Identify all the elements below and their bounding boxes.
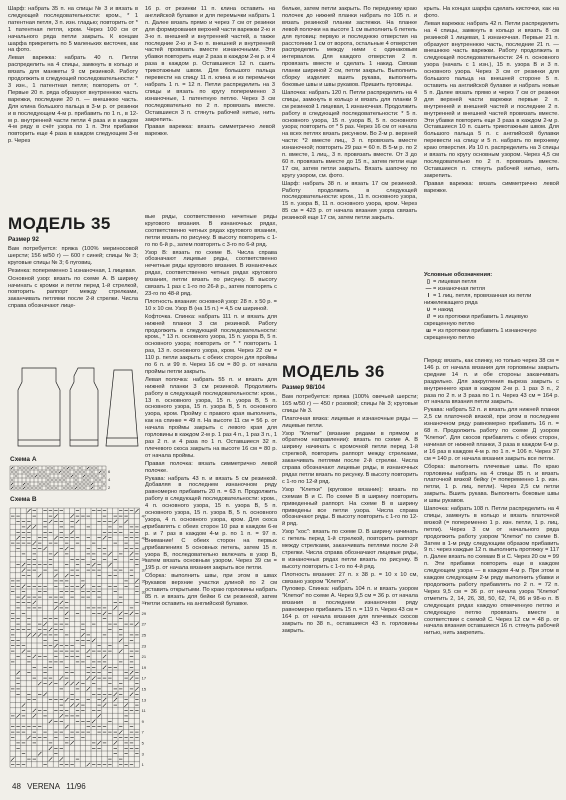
cross-mark	[22, 568, 25, 571]
cross-mark	[65, 612, 68, 615]
legend-text: = из протяжки прибавить 1 изнаночную скрещенную петлю	[424, 328, 537, 341]
cross-mark	[27, 736, 30, 739]
cross-mark	[70, 682, 73, 685]
m36-checks-round: Узор "Клетки" (круговое вязание): вязать по схемам В и С. По схеме В в ширину повторить приведенный раппорт. На схеме В в ширину приведены все петли узора. Числа справа обозначают ряды. В высоту повторить с 1-го по 12-й ряд.	[282, 486, 418, 528]
cross-mark	[119, 639, 122, 642]
row-number: 4	[108, 477, 111, 483]
cross-mark	[119, 730, 122, 733]
cross-mark	[130, 671, 133, 674]
m35-col-2	[145, 214, 277, 776]
cross-mark	[27, 633, 30, 636]
cross-mark	[49, 682, 52, 685]
cross-mark	[92, 676, 95, 679]
page-number: 48	[12, 782, 21, 791]
cross-mark	[135, 622, 138, 625]
cross-mark	[87, 676, 90, 679]
knit-stitch-icon: ▯	[426, 279, 431, 285]
cross-mark	[23, 487, 25, 489]
cross-mark	[135, 579, 138, 582]
cross-mark	[27, 525, 30, 528]
cross-mark	[70, 514, 73, 517]
m35-gauge: Плотность вязания: основной узор: 28 п. x 50 р. = 10 x 10 см. Узор В (на 15 п.) = 4,5 см шириной.	[145, 298, 277, 312]
cross-mark	[130, 552, 133, 555]
front-outline	[70, 368, 98, 446]
row-number: 43	[141, 535, 147, 541]
cross-mark	[92, 563, 95, 566]
cross-mark	[22, 563, 25, 566]
row-number: 19	[141, 664, 147, 670]
cross-mark	[65, 547, 68, 550]
m36-back: Пуловер. Спинка: набрать 104 п. и вязать узором "Клетки" по схеме А. Через 9,5 см = 36 р. от начала вязания в последнем изнаночном ряду равномерно прибавить 15 п. = 119 п. Через 43 см = 164 р. от начала вязания для плечевых скосов закрыть по 38 п., оставшиеся 43 п. горловины закрыть.	[282, 586, 419, 634]
cross-mark	[38, 752, 41, 755]
m35-sleeves: Рукава: набрать 43 п. и вязать 5 см резинкой. Добавляя в последнем изнаночном ряду равномерно прибавить 20 п. = 63 п. Продолжить работу в следующей последовательности: кром., 4 п. основного узора, 15 п. узора В, 5 п. основного узора, 15 п. узора В, 5 п. основного узора, 4 п. основного узора, кром. Для скоса прибавлять с обеих сторон 10 раз в каждом 6-м р. и 7 раз в каждом 4-м р. по 1 п. = 97 п. Внимание! С обеих сторон на первых прибавлениях 5 основных петель, затем 15 п. узора В, последовательно включать в узор В, затем вязать основным узором. Через 39 см = 195 р. от начала вязания закрыть все петли.	[145, 475, 277, 572]
cross-mark	[114, 741, 117, 744]
cross-mark	[83, 475, 85, 477]
cross-mark	[114, 606, 117, 609]
cross-mark	[81, 633, 84, 636]
m35-purl-rows: вые ряды, соответственно нечетные ряды кругового вязания. В изнаночных рядах, соответственно четных рядах кругового вязания, петли вязать по рисунку. В высоту повторить с 1-го по 6-й р., затем повторять с 3-го по 6-й ряд.	[145, 214, 277, 248]
row-number: 33	[141, 589, 147, 595]
legend-text: = лицевая петля	[433, 279, 477, 285]
cross-mark	[76, 703, 79, 706]
m36-col-2	[424, 358, 559, 778]
cross-mark	[60, 757, 63, 760]
m36-garter: Платочная вязка: лицевые и изнаночные ряды — лицевые петли.	[282, 415, 418, 429]
row-number: 1	[141, 762, 144, 768]
row-number: 9	[141, 718, 144, 724]
row-number: 11	[141, 708, 146, 714]
row-number: 35	[141, 578, 147, 584]
row-number: 45	[141, 524, 147, 530]
m36-hat: Шапочка: набрать 108 п. Петли распределить на 4 спицы, замкнуть в кольцо и вязать платочной вязкой (= попеременно 1 р. изн. петли, 1 р. лиц. петли). Через 3 см от начального ряда продолжить работу узором "Клетки" по схеме В. Затем в 1-м ряду следующим образом прибавить 9 п.: через каждые 12 п. выполнить протяжку = 117 п. Далее вязать по схемам В и С. Через 20 см = 99 п. Эти прибавки повторить еще в каждом следующем узора — в каждом 4-м р. При этом в каждом следующем 2-м ряду выполнить убавки и продолжить работу прибавлять по 2 п. = 72 п. Через 9,5 см = 36 р. от начала узора "Клетки" отметить 2, 14, 26, 38, 50, 62, 74, 86 и 98-ю п. В следующих рядах каждую отмеченную петлю и следующую петлю провязать вместе в соответствии с схемой С. Через 12 см = 48 р. от начала вязания оставшиеся 16 п. стянуть рабочей нитью, нить закрепить.	[424, 506, 559, 637]
m35-rib: Резинка: попеременно 1 изнаночная, 1 лицевая.	[8, 267, 137, 274]
cross-mark	[119, 612, 122, 615]
row-number: 31	[141, 600, 147, 606]
row-number: 17	[141, 675, 147, 681]
m35-col-1	[8, 246, 138, 358]
cross-mark	[65, 725, 68, 728]
cross-mark	[76, 520, 79, 523]
m36-front: Перед: вязать, как спинку, но только через 38 см = 146 р. от начала вязания для горловины закрыть средние 14 п. и обе стороны заканчивать раздельно. Для закругления выреза закрыть с внутреннего края в каждом 2-м р. 1 раз 3 п., 2 раза по 2 п. и 3 раза по 1 п. Через 43 см = 164 р. от начала вязания петли закрыть.	[424, 358, 559, 406]
top-col-2	[145, 6, 275, 210]
row-number: 29	[141, 610, 147, 616]
cross-mark	[11, 487, 13, 489]
model-36-title: МОДЕЛЬ 36	[282, 362, 385, 381]
legend-item	[424, 307, 559, 314]
legend-item	[424, 293, 559, 307]
cross-mark	[22, 595, 25, 598]
cross-mark	[92, 720, 95, 723]
cross-mark	[54, 514, 57, 517]
cross-mark	[97, 741, 100, 744]
cross-mark	[49, 628, 52, 631]
sleeve-outline	[106, 370, 138, 446]
cross-mark	[38, 633, 41, 636]
cross-mark	[135, 687, 138, 690]
cross-mark	[33, 525, 36, 528]
m35-garment-schematic	[8, 360, 140, 452]
cross-mark	[87, 649, 90, 652]
cross-mark	[54, 606, 57, 609]
cross-mark	[54, 536, 57, 539]
cross-mark	[49, 720, 52, 723]
left-mitten2-text: Левая варежка: набрать 42 п. Петли распределить на 4 спицы, замкнуть в кольцо и вязать 8 см резинкой 1 лицевая, 1 изнаночная. Первые 21 п. образуют внутреннюю часть, последние 21 п. — внешнюю часть варежки. Работу продолжить в следующей последовательности: 24 п. основного узора (начать с 1 изн.), 15 п. узора В и 3 п. основного узора. Через 3 см от резинки для большого пальца на внешней стороне 5 п. оставить на английской булавке и набрать новые 5 п. Далее вязать прямо и через 7 см от резинки для верхней части варежки первые 2 п. внутренней и внешней частей и последние 2 п. внутренней и внешней частей провязать вместе. Эти убавки повторить еще 3 раза в каждом 2-м р. Оставшиеся 10 п. сшить трикотажным швом. Для большого пальца 5 п. с английской булавки перевести на спицу и 5 п. набрать по верхнему краю отверстия. Из 10 п. распределить на 3 спицы и вязать по кругу основным узором. Через 4,5 см последовательно по 2 п. провязать вместе. Оставшиеся п. стянуть рабочей нитью, нить закрепить.	[424, 20, 559, 179]
cross-mark	[33, 601, 36, 604]
symbol-legend	[424, 272, 559, 342]
cross-mark	[114, 693, 117, 696]
cross-mark	[60, 676, 63, 679]
cross-mark	[75, 487, 77, 489]
row-number: 3	[141, 751, 144, 757]
cross-mark	[38, 682, 41, 685]
row-number: 39	[141, 556, 147, 562]
row-number: 27	[141, 621, 147, 627]
cross-mark	[87, 763, 90, 766]
cross-mark	[70, 531, 73, 534]
model-36-size: Размер 98/104	[282, 384, 325, 391]
hat-text: Шапочка: набрать 120 п. Петли распределить на 4 спицы, замкнуть в кольцо и вязать для планки 9 см резинкой 1 лицевая, 1 изнаночная. Продолжить работу в следующей последовательности: * 5 п. основного узора, 15 п. узора В, 5 п. основного узора; повторить от * 5 раз. Через 16 см от начала на всех петлях вязать рисунком. Во 2-м р. верхней части: *2 вместе лиц., 3 п. провязать вместе изнаночной; повторить 29 раз = 60 п. В 5-м р. по 2 п. вместе, 1 лиц., 3 п. провязать вместе. От 3 до 60 п. провязать вместе до 15 п., затем петли еще 17 см, затем петли закрыть. Вязать шапочку по кругу узором, см. фото.	[282, 89, 417, 179]
scarf-text: Шарф: набрать 35 п. на спицы № 3 и вязать в следующей последовательности: кром., * 1 патентная петля, 3 п. изн. гладью; повторить от * 1 патентная петля, кром. Через 100 см от начального ряда петли закрыть. К концам шарфа прикрепить по 5 маленьких кисточек, как на фото.	[8, 6, 138, 54]
increase-purl-icon: ш	[426, 328, 431, 334]
issue-number: 11/96	[66, 782, 86, 791]
m35-back: Кофточка. Спинка: набрать 111 п. и вязать для нижней планки 3 см резинкой. Работу продолжить в следующей последовательности: кром., * 13 п. основного узора, 15 п. узора В, 5 п. основного узора; повторить от * * повторить 1 раз, 13 п. основного узора, кром. Через 22 см = 110 р. петли закрыть с обеих сторон для проймы по 6 п. и 99 п. Через 16 см = 80 р. от начала проймы петли закрыть.	[145, 313, 277, 375]
cross-mark	[130, 612, 133, 615]
cross-mark	[27, 509, 30, 512]
page-folio	[12, 782, 90, 791]
m36-assembly: Сборка: выполнить плечевые швы. По краю горловины набрать на 4 спицы 85 п. и вязать платочной вязкой бейку (= попеременно 1 р. изн. петли, 1 р. лиц. петли). Через 2,5 см петли закрыть. Вшить рукава. Выполнить боковые швы и швы рукавов.	[424, 463, 559, 505]
top-col-4	[424, 6, 559, 268]
top-col-3	[282, 6, 417, 356]
cross-mark	[23, 483, 25, 485]
cross-mark	[54, 552, 57, 555]
row-number: 23	[141, 643, 147, 649]
magazine-name: VERENA	[27, 782, 61, 791]
cross-mark	[16, 536, 19, 539]
cross-mark	[33, 541, 36, 544]
row-number: 25	[141, 632, 147, 638]
cross-mark	[130, 693, 133, 696]
scheme-a-grid	[10, 466, 138, 492]
cross-mark	[65, 698, 68, 701]
cross-mark	[99, 471, 101, 473]
row-number: 21	[141, 654, 147, 660]
legend-item	[424, 286, 559, 293]
cross-mark	[81, 585, 84, 588]
m36-checks-flat: Узор "Клетки" (вязание рядами в прямом и обратном направлении): вязать по схеме А. В ширину начинать с кромочной петли перед 1-й стрелкой, повторить раппорт между стрелками, заканчивать петлями после 2-й стрелки. Числа справа обозначают лицевые ряды, в изнаночных рядах петли вязать по рисунку. В высоту повторить с 1-го по 12-й ряд.	[282, 430, 418, 485]
legend-title: Условные обозначения:	[424, 272, 493, 278]
cross-mark	[114, 698, 117, 701]
cross-mark	[11, 483, 13, 485]
row-number: 37	[141, 567, 147, 573]
cross-mark	[70, 703, 73, 706]
mitten-cont-text: 16 р. от резинки 11 п. клина оставить на английской булавке и для перемычки набрать 1 п. Далее вязать прямо и через 7 см от резинки для формирования верхней части варежки 2-ю и 3-ю п. внешней и внутренней частей, а также последние 2-ю и 3-ю п. внешней и внутренней частей провязать вместе изнаночными. Эти убавки повторить еще 2 раза в каждом 2-м р. и 4 раза в каждом р. Оставшиеся 12 п. сшить трикотажным швом. Для большого пальца перевести на спицу 11 п. клина и из перемычки набрать 1 п. = 12 п. Петли распределить на 3 спицы и вязать по кругу попеременно 3 изнаночные, 1 патентную петлю. Через 3 см последовательно по 2 п. провязать вместе. Оставшиеся 3 п. стянуть рабочей нитью, нить закрепить.	[145, 6, 275, 123]
cross-mark	[87, 467, 89, 469]
m35-right-front: Правая полочка: вязать симметрично левой полочке.	[145, 460, 277, 474]
scheme-b-title: Схема В	[10, 496, 37, 503]
m36-col-1	[282, 394, 418, 778]
cross-mark	[65, 574, 68, 577]
row-number: 47	[141, 513, 147, 519]
cross-mark	[97, 714, 100, 717]
left-mitten-text: Левая варежка: набрать 40 п. Петли распределить на 4 спицы, замкнуть в кольцо и вязать для манжеты 9 см резинкой. Работу продолжить в следующей последовательности: * 3 изн., 1 патентная петля; повторить от *. Первые 20 п. ряда образуют внутреннюю часть варежки, последние 20 п. — внешнюю часть. Для клина большого пальца в 3-м р. от резинки и в последующем 4-м р. прибавить по 1 п., в 12-м р. внутренней части петли 4 раза и в каждом 4-м ряду в счёт узора по 1 п. Эти прибавки повторить еще 4 раза в каждом следующем 3-м р. Через	[8, 55, 138, 145]
legend-item	[424, 314, 559, 328]
cross-mark	[43, 693, 46, 696]
cross-mark	[35, 475, 37, 477]
purl-stitch-icon: —	[425, 286, 432, 292]
cross-mark	[70, 741, 73, 744]
cross-mark	[124, 520, 127, 523]
cross-mark	[103, 666, 106, 669]
cross-mark	[67, 467, 69, 469]
cross-mark	[103, 536, 106, 539]
row-number: 15	[141, 686, 147, 692]
legend-text: = 1 лиц. петля, провязанная из петли нижележащего ряда	[424, 293, 532, 306]
cross-mark	[108, 563, 111, 566]
right-mitten2-text: Правая варежка: вязать симметрично левой варежке.	[424, 180, 559, 194]
cross-mark	[16, 671, 19, 674]
yarn-over-icon: ∪	[426, 307, 431, 313]
cross-mark	[33, 709, 36, 712]
cross-mark	[49, 757, 52, 760]
legend-text: = изнаночная петля	[433, 286, 486, 292]
legend-text: = из протяжки прибавить 1 лицевую скрещенную петлю	[424, 314, 528, 327]
slip-stitch-icon: I	[427, 293, 430, 299]
row-number: 2	[108, 485, 111, 491]
cross-mark	[33, 655, 36, 658]
cross-mark	[65, 682, 68, 685]
cross-mark	[38, 574, 41, 577]
cross-mark	[33, 714, 36, 717]
cross-mark	[49, 747, 52, 750]
cross-mark	[91, 487, 93, 489]
row-number: 6	[108, 469, 111, 475]
right-mitten-text: Правая варежка: вязать симметрично левой варежке.	[145, 124, 275, 138]
m36-cables: Узор "кос": вязать по схеме D. В ширину начинать с петель перед 1-й стрелкой, повторить раппорт между стрелками, заканчивать петлями после 2-й стрелки. Числа справа обозначают лицевые ряды, в изнаночных рядах петли вязать по рисунку. В высоту повторить с 1-го по 4-й ряд.	[282, 529, 418, 570]
cross-mark	[124, 703, 127, 706]
increase-knit-icon: //	[426, 314, 431, 320]
cross-mark	[103, 655, 106, 658]
cross-mark	[119, 649, 122, 652]
cross-mark	[59, 471, 61, 473]
model-35-size: Размер 92	[8, 236, 39, 243]
cross-mark	[71, 475, 73, 477]
scheme-a-title: Схема А	[10, 456, 37, 463]
cross-mark	[43, 622, 46, 625]
cross-mark	[43, 547, 46, 550]
row-number: 5	[141, 740, 144, 746]
top-col-1	[8, 6, 138, 210]
m36-sleeves: Рукава: набрать 52 п. и вязать для нижней планки 2,5 см платочной вязкой, при этом в последнем изнаночном ряду равномерно прибавить 16 п. = 68 п. Продолжить работу по схеме Д узором "Клетки". Для скосов прибавлять с обеих сторон, начиная от нижней планки, 3 раза в каждом 6-м р. и 16 раз в каждом 4-м р. по 1 п. = 106 п. Через 37 см = 140 р. от начала вязания закрыть все петли.	[424, 407, 559, 462]
cross-mark	[103, 703, 106, 706]
legend-text: = накид	[433, 307, 454, 313]
cross-mark	[76, 682, 79, 685]
cross-mark	[31, 467, 33, 469]
cross-mark	[92, 639, 95, 642]
model-35-title: МОДЕЛЬ 35	[8, 214, 111, 233]
m35-left-front: Левая полочка: набрать 55 п. и вязать для нижней планки 3 см резинкой. Продолжить работу в следующей последовательности: кром., 13 п. основного узора, 15 п. узора В, 5 п. основного узора, 15 п. узора В, 5 п. основного узора, кром. Пройму с правого края выполнить, как на спинке = 49 п. На высоте 11 см = 56 р. от начала проймы закрыть с левого края для горловины в каждом 2-м р. 1 раз 4 п., 1 раз 3 п., 1 раз 2 п. и 4 раза по 1 п. Оставшиеся 32 п. плечевого скоса закрыть на высоте 16 см = 80 р. от начала проймы.	[145, 376, 277, 459]
m36-gauge: Плотность вязания: 27 п. x 38 р. = 10 x 10 см, связано узором "Клетки".	[282, 571, 418, 585]
tassels-text: крыть. На концах шарфа сделать кисточки, как на фото.	[424, 6, 559, 19]
m35-main-pattern: Основной узор: вязать по схеме А. В ширину начинать с кромки и петли перед 1-й стрелкой, повторить раппорт между стрелками, заканчивать петлями после 2-й стрелки. Числа справа обозначают лице-	[8, 275, 138, 310]
cross-mark	[33, 633, 36, 636]
m35-materials: Вам потребуется: пряжа (100% мериносовой шерсти; 156 м/50 г) — 600 г синей; спицы № 3; круговые спицы № 3; 6 пуговиц.	[8, 246, 138, 266]
cross-mark	[103, 698, 106, 701]
cross-mark	[60, 714, 63, 717]
cross-mark	[54, 574, 57, 577]
assembly-text: бельке, затем петли закрыть. По переднему краю полочек до нижней планки набрать по 105 п. и вязать резинкой планки застежки. На планке левой полочки на высоте 1 см выполнить 6 петель для пуговиц: первую и последнюю отверстия на расстоянии 1 см от ворота, остальные 4 отверстия распределить между ними с одинаковым интервалом. Для каждого отверстия 2 п. провязать вместе и сделать 1 накид. Связав планки шириной 2 см, петли закрыть. Выполнить сборку изделия: вшить рукава, выполнить боковые швы и швы рукавов. Пришить пуговицы.	[282, 6, 417, 88]
m36-materials: Вам потребуется: пряжа (100% овечьей шерсти; 165 м/50 г) — 450 г розовой; спицы № 3; круговые спицы № 3.	[282, 394, 418, 414]
m35-assembly: Сборка: выполнить швы, при этом в швах рукавов верхние участки длиной по 2 см оставить открытыми. По краю горловины набрать 85 п. и вязать для бейки 6 см резинкой, затем петли оставить на английской булавке.	[145, 573, 277, 607]
scarf2-text: Шарф: набрать 38 п. и вязать 17 см резинкой. Работу продолжить в следующей последовательности: кром., 11 п. основного узора, 15 п. узора В, 11 п. основного узора, кром. Через 85 см = 423 р. от начала вязания узора связать резинкой еще 17 см, затем петли закрыть.	[282, 180, 417, 222]
row-number: 41	[141, 546, 147, 552]
cross-mark	[22, 703, 25, 706]
cross-mark	[87, 687, 90, 690]
m35-pattern-b: Узор В: вязать по схеме В. Числа справа обозначают лицевые ряды, соответственно нечетные ряды кругового вязания. В изнаночных рядах, соответственно четных рядах кругового вязания, петли вязать по рисунку. В высоту связать 1 раз с 1-го по 26-й р., затем повторять с 23-го по 48-й ряд.	[145, 249, 277, 297]
legend-item	[424, 279, 559, 286]
cross-mark	[11, 757, 14, 760]
cross-mark	[11, 467, 13, 469]
cross-mark	[60, 601, 63, 604]
cross-mark	[91, 483, 93, 485]
cross-mark	[108, 552, 111, 555]
cross-mark	[22, 585, 25, 588]
cross-mark	[16, 714, 19, 717]
cross-mark	[114, 520, 117, 523]
cross-mark	[49, 520, 52, 523]
back-outline	[18, 368, 60, 446]
cross-mark	[103, 612, 106, 615]
cross-mark	[54, 644, 57, 647]
scheme-b-grid	[10, 508, 147, 776]
cross-mark	[22, 649, 25, 652]
row-number: 7	[141, 729, 144, 735]
row-number: 13	[141, 697, 147, 703]
cross-mark	[135, 509, 138, 512]
legend-item	[424, 328, 559, 342]
cross-mark	[130, 676, 133, 679]
